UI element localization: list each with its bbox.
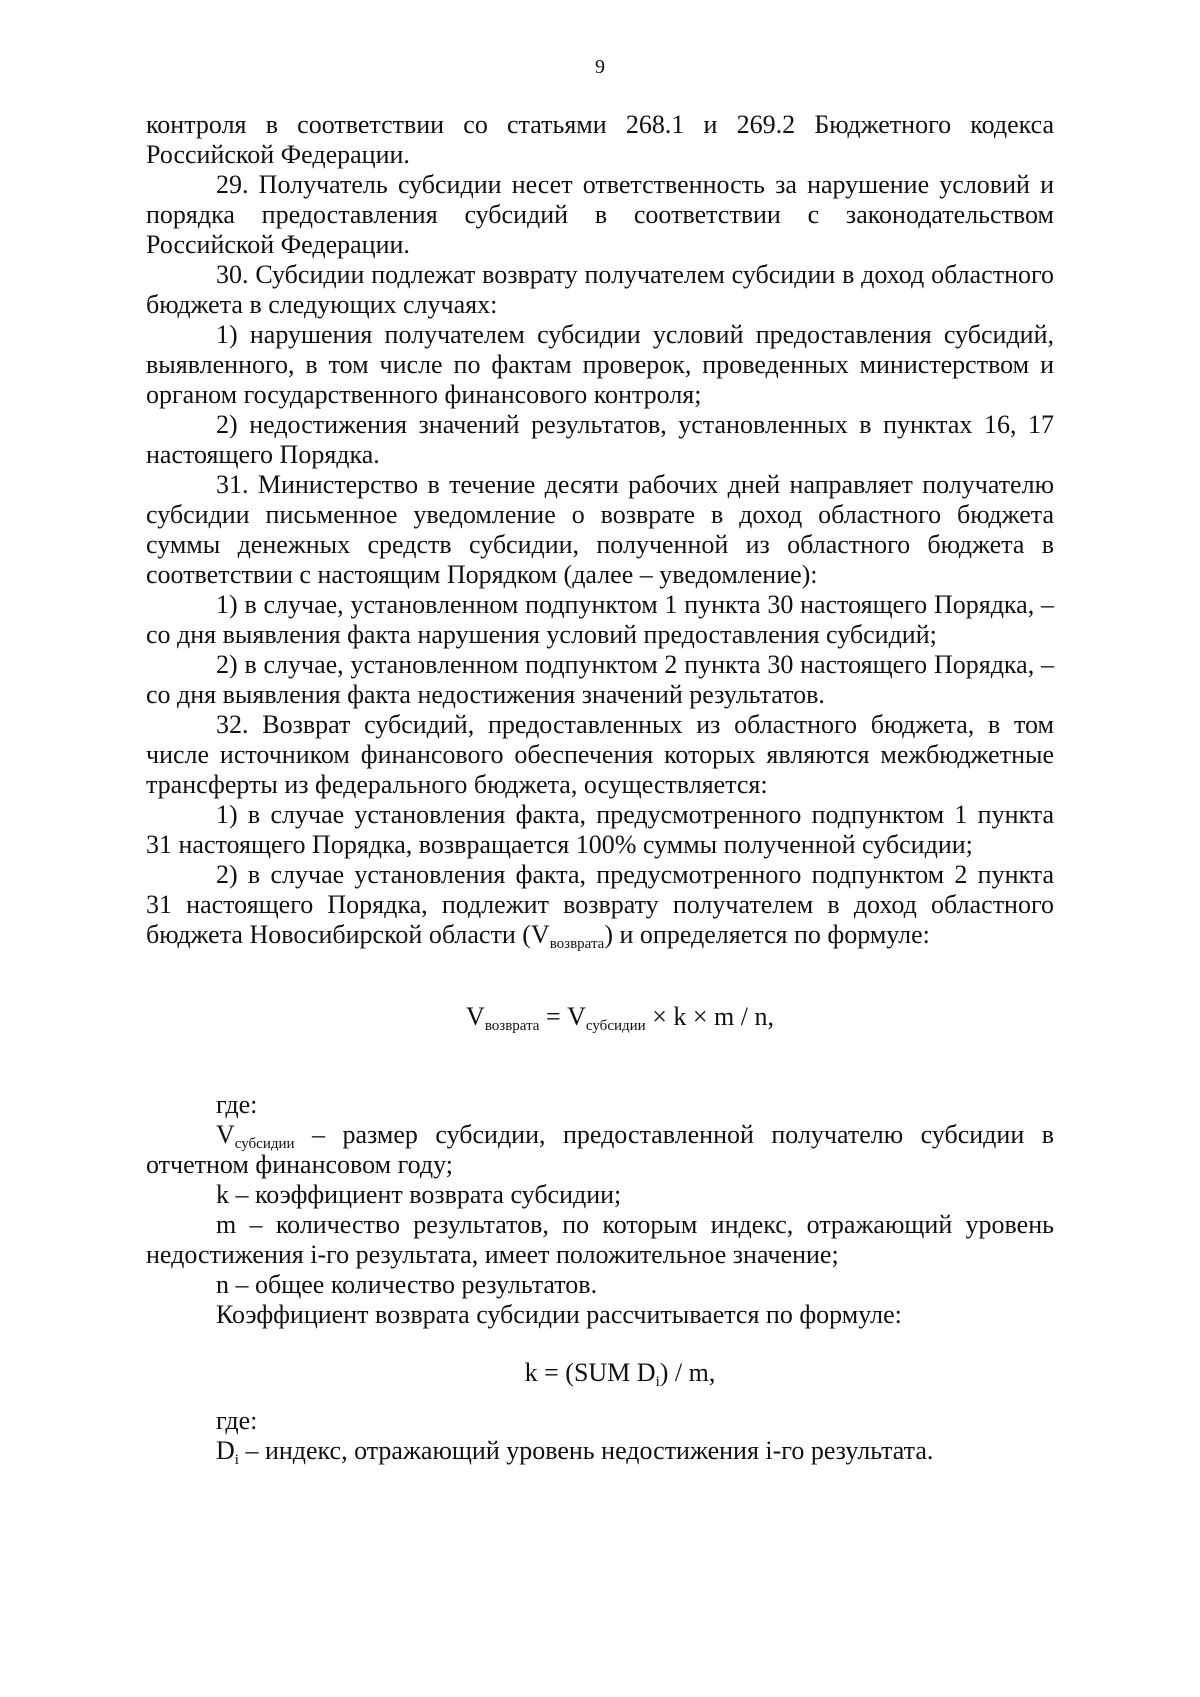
- formula2-sub: i: [655, 1374, 660, 1390]
- paragraph-30-item-2: 2) недостижения значений результатов, установленных в пунктах 16, 17 настоящего Порядка.: [146, 410, 1054, 469]
- def-v-subsidy: [146, 1120, 1054, 1180]
- paragraph-31-item-2: 2) в случае, установленном подпунктом 2 пункта 30 настоящего Порядка, – со дня выявления факта недостижения значений результатов.: [146, 650, 1054, 709]
- paragraph-continuation: контроля в соответствии со статьями 268.1 и 269.2 Бюджетного кодекса Российской Федерации.: [146, 110, 1054, 169]
- formula1-v-sub: возврата: [484, 1018, 540, 1034]
- p32-2-tail: ) и определяется по формуле:: [604, 920, 930, 949]
- p32-2-subscript: возврата: [549, 936, 605, 952]
- formula-coefficient: [146, 1358, 1054, 1388]
- document-body: [146, 110, 1054, 1466]
- def-v-symbol: V: [216, 1120, 235, 1149]
- def-m: m – количество результатов, по которым индекс, отражающий уровень недостижения i-го результата, имеет положительное значение;: [146, 1210, 1054, 1269]
- formula2-left: k = (SUM D: [524, 1358, 656, 1387]
- p32-2-text: 2) в случае установления факта, предусмотренного подпунктом 2 пункта 31 настоящего Порядка, подлежит возврату получателем в доход областного бюджета Новосибирской области (V: [146, 860, 1054, 949]
- page-number: 9: [595, 56, 605, 78]
- paragraph-30: 30. Субсидии подлежат возврату получателем субсидии в доход областного бюджета в следующих случаях:: [146, 260, 1054, 319]
- formula1-eq: = V: [539, 1002, 586, 1031]
- def-di: [146, 1436, 1054, 1466]
- def-di-text: – индекс, отражающий уровень недостижения i-го результата.: [238, 1436, 934, 1465]
- paragraph-31-item-1: 1) в случае, установленном подпунктом 1 пункта 30 настоящего Порядка, – со дня выявления факта нарушения условий предоставления субсидий;: [146, 590, 1054, 649]
- where-label-1: где:: [216, 1090, 258, 1119]
- coefficient-intro: Коэффициент возврата субсидии рассчитывается по формуле:: [216, 1300, 902, 1329]
- paragraph-32: 32. Возврат субсидий, предоставленных из областного бюджета, в том числе источником финансового обеспечения которых являются межбюджетные трансферты из федерального бюджета, осуществляется:: [146, 710, 1054, 799]
- where-label-2: где:: [216, 1406, 258, 1435]
- formula1-rest: × k × m / n,: [645, 1002, 774, 1031]
- formula1-v: V: [466, 1002, 485, 1031]
- paragraph-29: 29. Получатель субсидии несет ответственность за нарушение условий и порядка предоставления субсидий в соответствии с законодательством Российской Федерации.: [146, 170, 1054, 259]
- paragraph-30-item-1: 1) нарушения получателем субсидии условий предоставления субсидий, выявленного, в том числе по фактам проверок, проведенных министерством и органом государственного финансового контроля;: [146, 320, 1054, 409]
- def-v-sub: субсидии: [234, 1136, 295, 1152]
- formula-return-amount: [146, 1002, 1054, 1032]
- def-di-sub: i: [234, 1452, 239, 1468]
- def-v-text: – размер субсидии, предоставленной получателю субсидии в отчетном финансовом году;: [146, 1120, 1054, 1179]
- paragraph-32-item-2: [146, 860, 1054, 950]
- formula1-subsidy-sub: субсидии: [585, 1018, 646, 1034]
- paragraph-32-item-1: 1) в случае установления факта, предусмотренного подпунктом 1 пункта 31 настоящего Порядка, возвращается 100% суммы полученной субсидии;: [146, 800, 1054, 859]
- paragraph-31: 31. Министерство в течение десяти рабочих дней направляет получателю субсидии письменное уведомление о возврате в доход областного бюджета суммы денежных средств субсидии, полученной из областного бюджета в соответствии с настоящим Порядком (далее – уведомление):: [146, 470, 1054, 589]
- def-n: n – общее количество результатов.: [216, 1270, 598, 1299]
- formula2-right: ) / m,: [659, 1358, 716, 1387]
- def-k: k – коэффициент возврата субсидии;: [216, 1180, 622, 1209]
- def-di-symbol: D: [216, 1436, 235, 1465]
